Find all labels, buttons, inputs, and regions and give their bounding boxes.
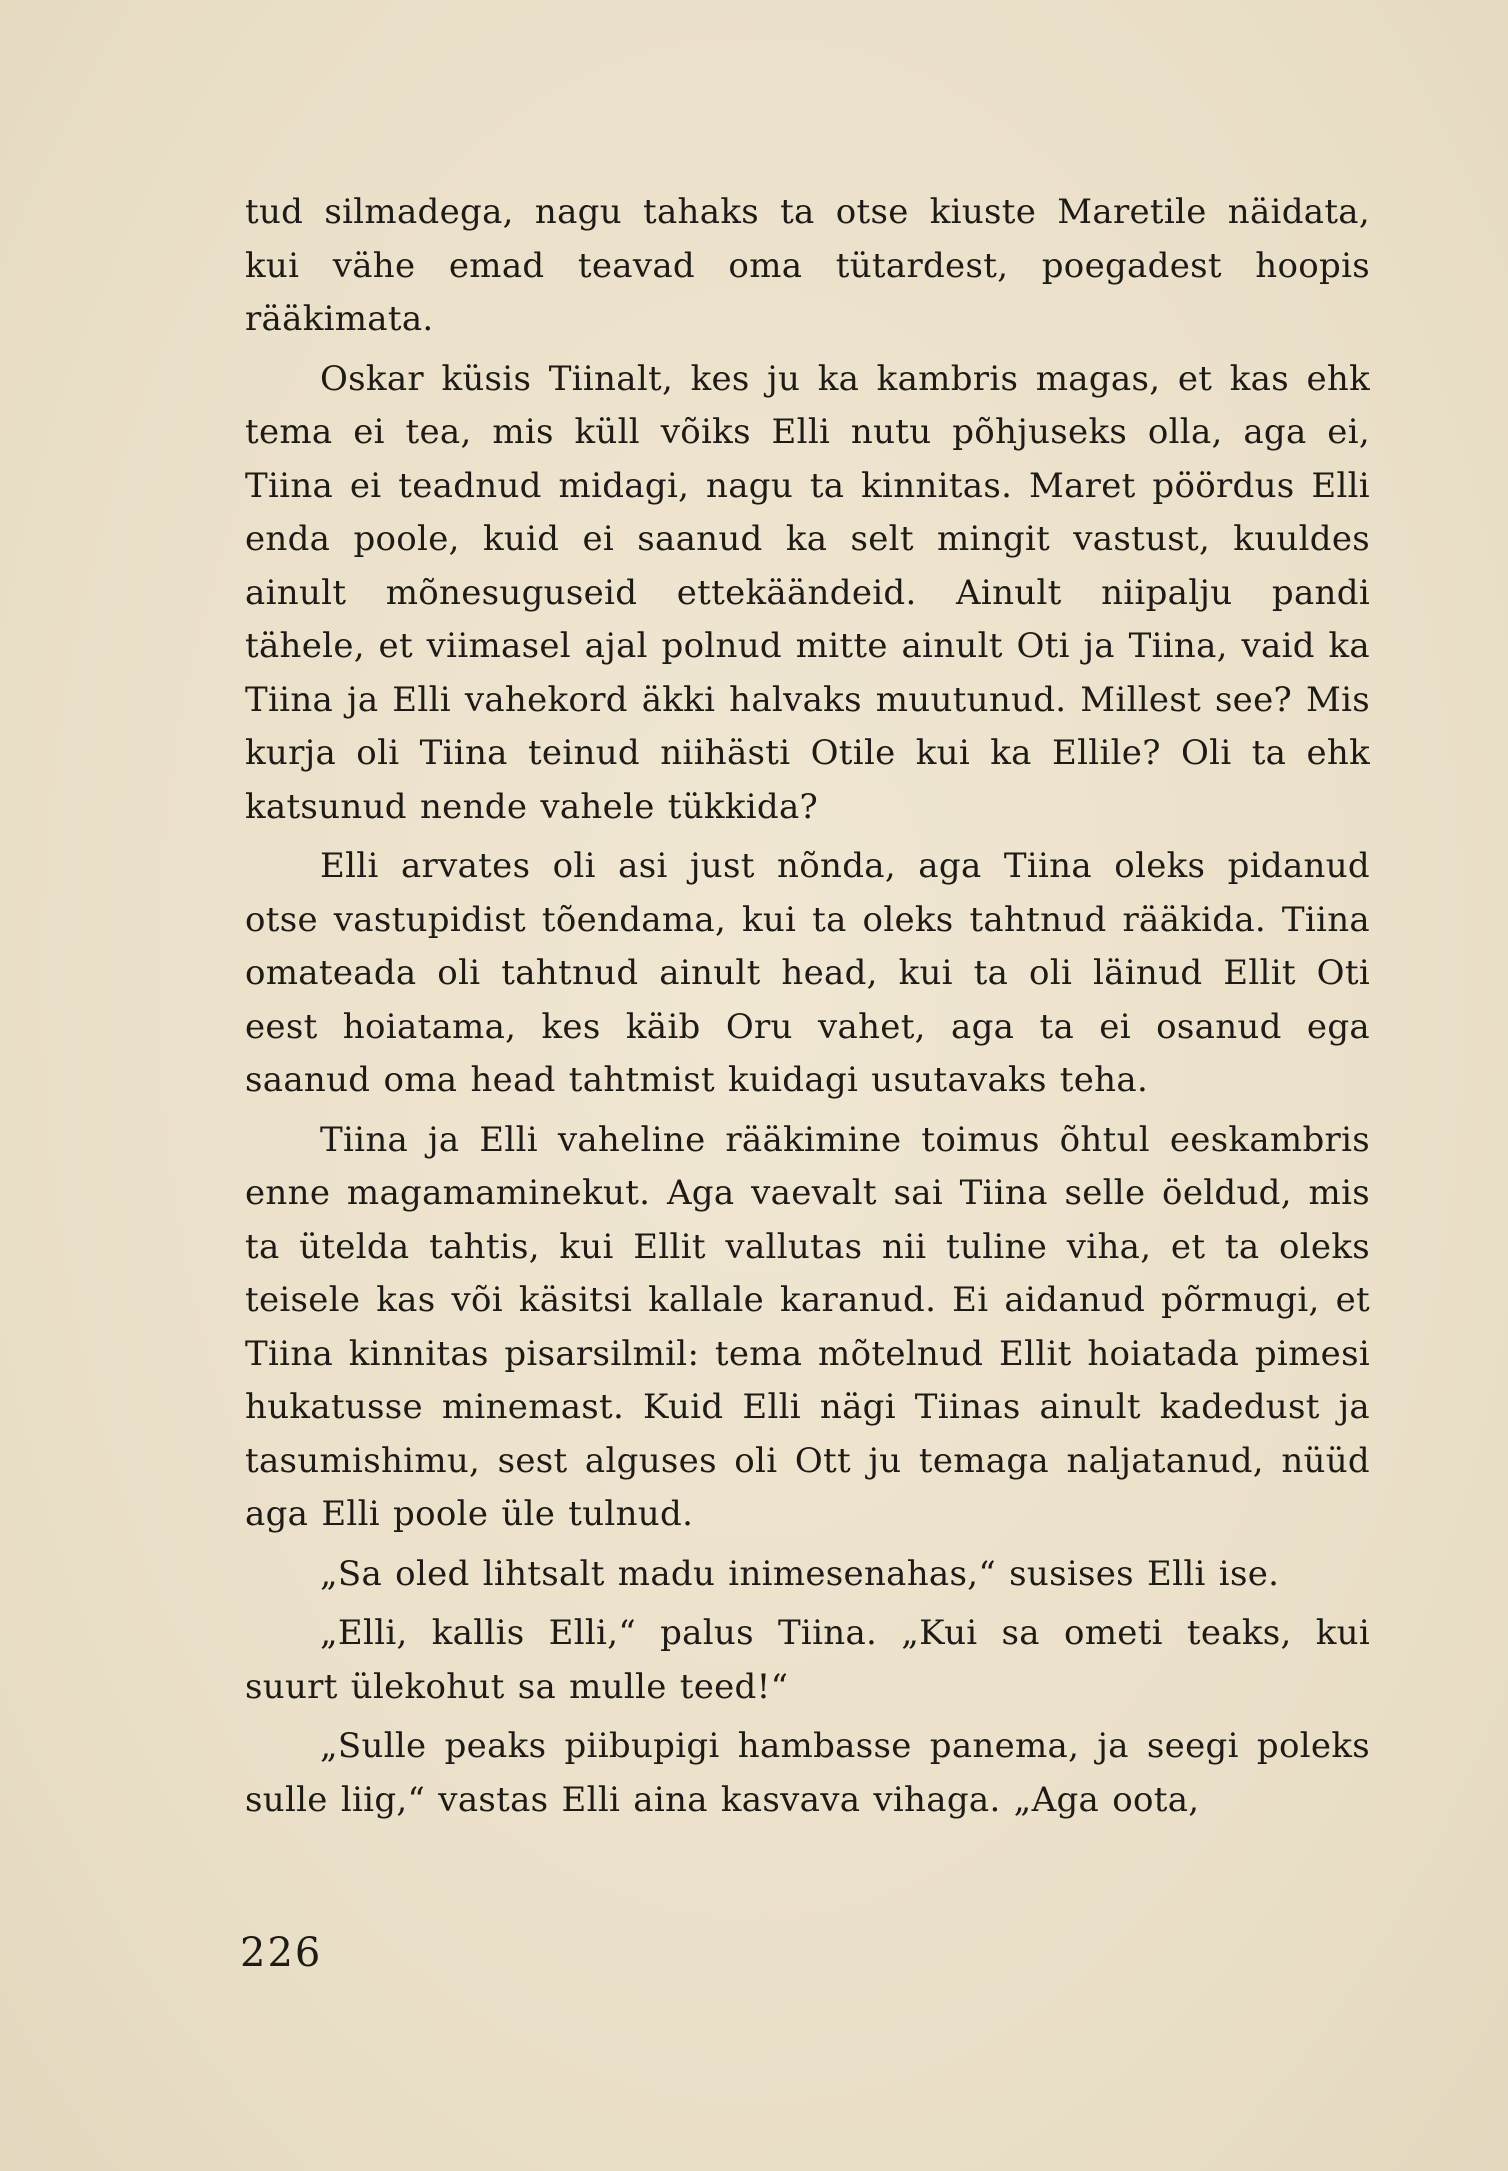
- body-text: [245, 186, 1370, 1833]
- page-number: 226: [240, 1930, 323, 1976]
- paragraph: Oskar küsis Tiinalt, kes ju ka kambris magas, et kas ehk tema ei tea, mis küll võiks Elli nutu põhjuseks olla, aga ei, Tiina ei teadnud midagi, nagu ta kinnitas. Maret pöördus Elli enda poole, kuid ei saanud ka selt mingit vastust, kuuldes ainult mõnesuguseid ettekäändeid. Ainult niipalju pandi tähele, et viimasel ajal polnud mitte ainult Oti ja Tiina, vaid ka Tiina ja Elli vahekord äkki halvaks muutunud. Millest see? Mis kurja oli Tiina teinud niihästi Otile kui ka Ellile? Oli ta ehk katsunud nende vahele tükkida?: [245, 358, 1370, 827]
- paragraph: „Sa oled lihtsalt madu inimesenahas,“ susises Elli ise.: [320, 1553, 1280, 1594]
- paragraph: „Elli, kallis Elli,“ palus Tiina. „Kui sa ometi teaks, kui suurt ülekohut sa mulle teed!“: [245, 1613, 1370, 1707]
- paragraph: Tiina ja Elli vaheline rääkimine toimus õhtul eeskambris enne magamaminekut. Aga vaevalt sai Tiina selle öeldud, mis ta ütelda tahtis, kui Ellit vallutas nii tuline viha, et ta oleks teisele kas või käsitsi kallale karanud. Ei aidanud põrmugi, et Tiina kinnitas pisarsilmil: tema mõtelnud Ellit hoiatada pimesi hukatusse minemast. Kuid Elli nägi Tiinas ainult kadedust ja tasumishimu, sest alguses oli Ott ju temaga naljatanud, nüüd aga Elli poole üle tulnud.: [245, 1119, 1370, 1534]
- paragraph: tud silmadega, nagu tahaks ta otse kiuste Maretile näidata, kui vähe emad teavad oma tütardest, poegadest hoopis rääkimata.: [245, 192, 1370, 339]
- paragraph: „Sulle peaks piibupigi hambasse panema, ja seegi poleks sulle liig,“ vastas Elli aina kasvava vihaga. „Aga oota,: [245, 1726, 1370, 1820]
- paragraph: Elli arvates oli asi just nõnda, aga Tiina oleks pidanud otse vastupidist tõendama, kui ta oleks tahtnud rääkida. Tiina omateada oli tahtnud ainult head, kui ta oli läinud Ellit Oti eest hoiatama, kes käib Oru vahet, aga ta ei osanud ega saanud oma head tahtmist kuidagi usutavaks teha.: [245, 846, 1370, 1100]
